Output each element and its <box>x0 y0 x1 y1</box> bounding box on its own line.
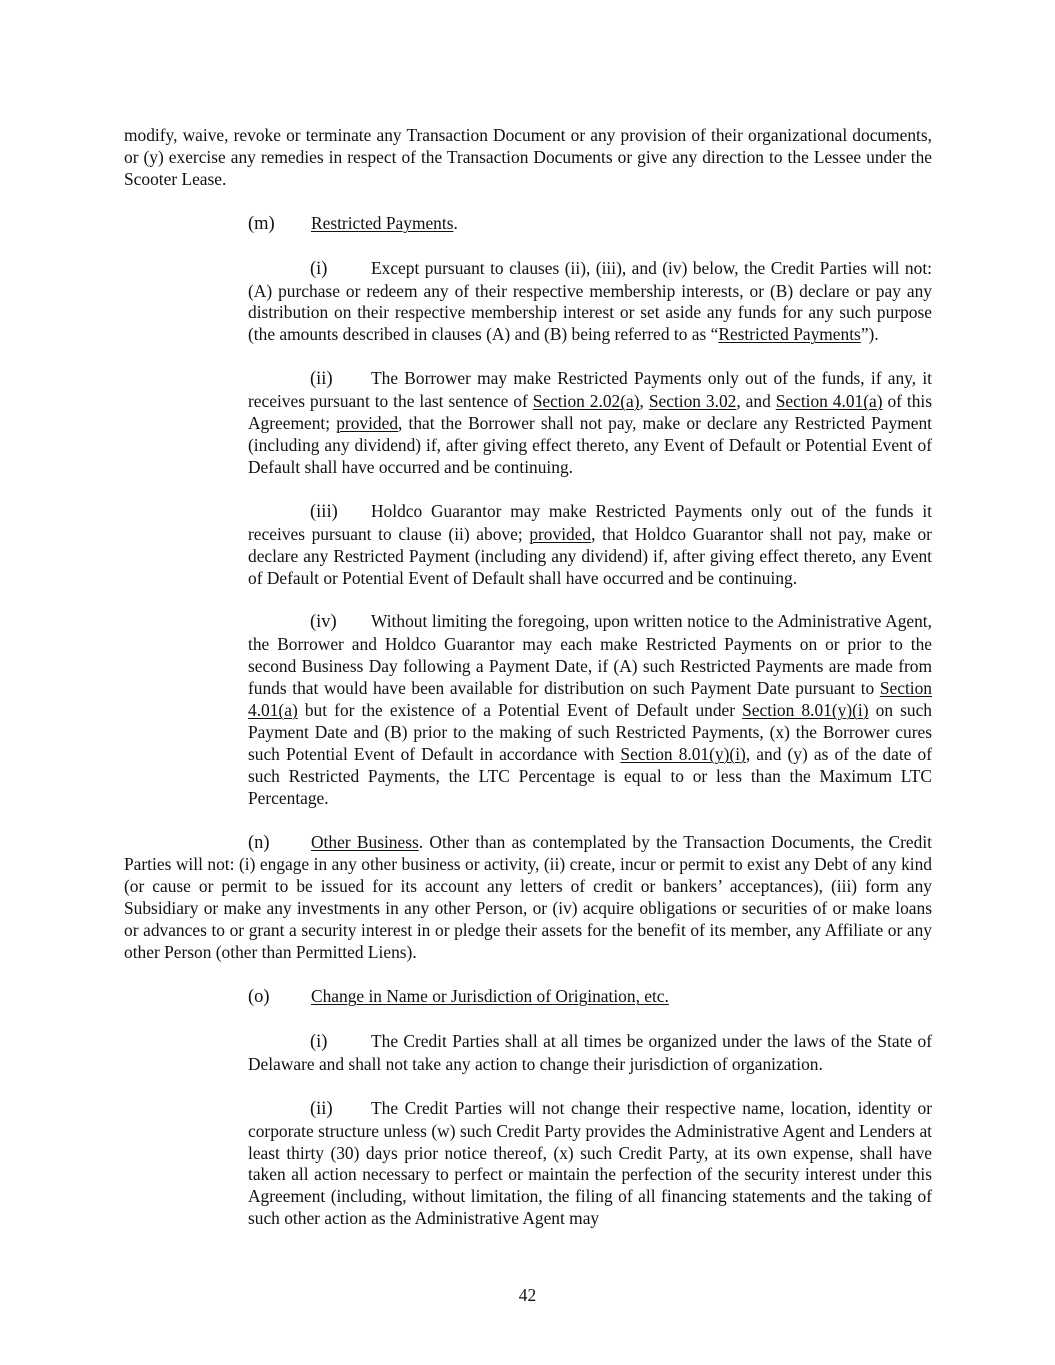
section-m-ii-number: (ii) <box>310 369 333 390</box>
section-n-title: Other Business <box>311 831 419 852</box>
section-o-ii-paragraph: (ii) The Credit Parties will not change their respective name, location, identity or corporate structure unless (w) such Credit Party provides the Administrative Agent and Lenders at least thirty (30) days prior notice thereof, (x) such Credit Party, at its own expense, shall have taken all action necessary to perfect or maintain the perfection of the security interest under this Agreement (including, without limitation, the filing of all financing statements and the taking of such other action as the Administrative Agent may <box>248 1097 932 1229</box>
section-m-title: Restricted Payments <box>311 212 454 233</box>
section-o-heading <box>248 986 932 1009</box>
section-o-i-number: (i) <box>310 1031 328 1052</box>
section-ref: Section 8.01(y)(i) <box>742 700 869 721</box>
defined-term-restricted-payments: Restricted Payments <box>718 324 861 345</box>
section-m-iii-paragraph: (iii) Holdco Guarantor may make Restricted Payments only out of the funds it receives pursuant to clause (ii) above; provided, that Holdco Guarantor shall not pay, make or declare any Restricted Payment (including any dividend) if, after giving effect thereto, any Event of Default or Potential Event of Default shall have occurred and be continuing. <box>248 500 932 588</box>
section-o-ii-number: (ii) <box>310 1098 333 1119</box>
section-m-ii-paragraph: (ii) The Borrower may make Restricted Payments only out of the funds, if any, it receives pursuant to the last sentence of Section 2.02(a), Section 3.02, and Section 4.01(a) of this Agreement; provided, that the Borrower shall not pay, make or declare any Restricted Payment (including any dividend) if, after giving effect thereto, any Event of Default or Potential Event of Default shall have occurred and be continuing. <box>248 368 933 477</box>
section-ref: Section 4.01(a) <box>248 678 932 721</box>
section-ref: Section 3.02 <box>648 391 737 412</box>
section-ref: Section 8.01(y)(i) <box>620 743 746 764</box>
section-o-i-paragraph: (i) The Credit Parties shall at all times be organized under the laws of the State of Delaware and shall not take any action to change their jurisdiction of organization. <box>248 1030 932 1074</box>
section-n-number: (n) <box>248 832 270 853</box>
section-m-i-paragraph: (i) Except pursuant to clauses (ii), (iii), and (iv) below, the Credit Parties will not: (A) purchase or redeem any of their respective membership interests, or (B) declare or pay any distribution on their respective membership interest or set aside any funds for any such purpose (the amounts described in clauses (A) and (B) being referred to as “Restricted Payments”). <box>248 257 932 345</box>
section-m-iv-number: (iv) <box>310 612 337 633</box>
page-number: 42 <box>518 1285 537 1305</box>
section-n-paragraph: (n) Other Business. Other than as contemplated by the Transaction Documents, the Credit Parties will not: (i) engage in any other business or activity, (ii) create, incur or permit to exist any Debt of any kind (or cause or permit to be issued for its account any letters of credit or bankers’ acceptances), (iii) form any Subsidiary or make any investments in any other Person, or (iv) acquire obligations or securities of or make loans or advances to or grant a security interest in or pledge their assets for the benefit of its member, any Affiliate or any other Person (other than Permitted Liens). <box>124 831 932 963</box>
section-m-number: (m) <box>248 213 275 234</box>
provided-term: provided <box>336 413 399 434</box>
section-m-i-number: (i) <box>310 258 328 279</box>
document-page <box>124 125 932 1230</box>
section-o-number: (o) <box>248 987 270 1007</box>
section-m-iv-paragraph: (iv) Without limiting the foregoing, upon written notice to the Administrative Agent, the Borrower and Holdco Guarantor may each make Restricted Payments on or prior to the second Business Day following a Payment Date, if (A) such Restricted Payments are made from funds that would have been available for distribution on such Payment Date pursuant to Section 4.01(a) but for the existence of a Potential Event of Default under Section 8.01(y)(i) on such Payment Date and (B) prior to the making of such Restricted Payments, (x) the Borrower cures such Potential Event of Default in accordance with Section 8.01(y)(i), and (y) as of the date of such Restricted Payments, the LTC Percentage is equal to or less than the Maximum LTC Percentage. <box>248 611 932 808</box>
section-m-iii-number: (iii) <box>310 501 338 522</box>
section-ref: Section 2.02(a) <box>532 391 640 412</box>
intro-paragraph: modify, waive, revoke or terminate any Transaction Document or any provision of their organizational documents, or (y) exercise any remedies in respect of the Transaction Documents or give any direction to the Lessee under the Scooter Lease. <box>124 125 932 189</box>
provided-term: provided <box>529 523 592 544</box>
section-m-heading: (m) Restricted Payments. <box>248 212 458 234</box>
section-ref: Section 4.01(a) <box>775 391 883 412</box>
section-o-title: Change in Name or Jurisdiction of Origination, etc. <box>311 986 669 1006</box>
